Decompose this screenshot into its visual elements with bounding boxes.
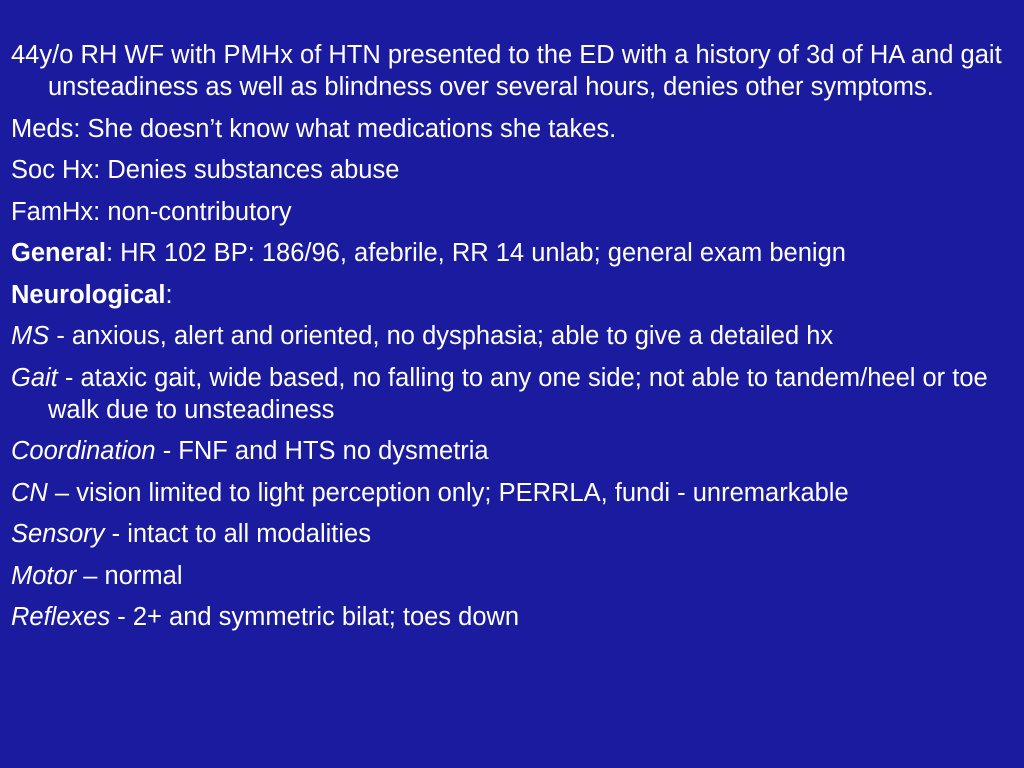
- coordination-label: Coordination: [11, 437, 156, 465]
- item-text: - anxious, alert and oriented, no dysphasia; able to give a detailed hx: [49, 322, 834, 350]
- neurological-heading: [11, 279, 1010, 311]
- gait-label: Gait: [11, 363, 58, 392]
- item-text: – vision limited to light perception only; PERRLA, fundi - unremarkable: [47, 478, 849, 507]
- family-history-line: [11, 196, 1010, 228]
- neurological-label: Neurological: [11, 280, 166, 309]
- item-text: – normal: [76, 561, 183, 590]
- coordination-line: [11, 435, 1010, 467]
- sensory-label: Sensory: [11, 520, 105, 548]
- item-text: Soc Hx: Denies substances abuse: [11, 156, 400, 184]
- medications-line: [11, 113, 1010, 145]
- item-text: - intact to all modalities: [104, 520, 371, 548]
- gait-line: [11, 362, 1010, 426]
- reflexes-label: Reflexes: [11, 603, 111, 631]
- history-of-present-illness: [11, 39, 1010, 103]
- item-text: - 2+ and symmetric bilat; toes down: [110, 603, 520, 631]
- item-text: : HR 102 BP: 186/96, afebrile, RR 14 unlab; general exam benign: [105, 239, 846, 267]
- item-text: - ataxic gait, wide based, no falling to any one side; not able to tandem/heel or toe walk due to unsteadiness: [48, 363, 988, 424]
- social-history-line: [11, 154, 1010, 186]
- motor-line: [11, 560, 1010, 592]
- mental-status-line: [11, 320, 1010, 352]
- cranial-nerves-line: [11, 477, 1010, 509]
- sensory-line: [11, 518, 1010, 550]
- motor-label: Motor: [11, 561, 77, 590]
- reflexes-line: [11, 601, 1010, 633]
- item-text: - FNF and HTS no dysmetria: [155, 437, 489, 465]
- ms-label: MS: [11, 322, 50, 350]
- item-text: FamHx: non-contributory: [11, 197, 292, 226]
- general-exam-line: [11, 237, 1010, 269]
- general-label: General: [11, 239, 106, 267]
- item-text: :: [165, 280, 173, 309]
- item-text: 44y/o RH WF with PMHx of HTN presented to the ED with a history of 3d of HA and gait unsteadiness as well as blindness over several hours, denies other symptoms.: [11, 41, 1002, 101]
- item-text: Meds: She doesn’t know what medications she takes.: [11, 114, 617, 143]
- cn-label: CN: [11, 478, 48, 507]
